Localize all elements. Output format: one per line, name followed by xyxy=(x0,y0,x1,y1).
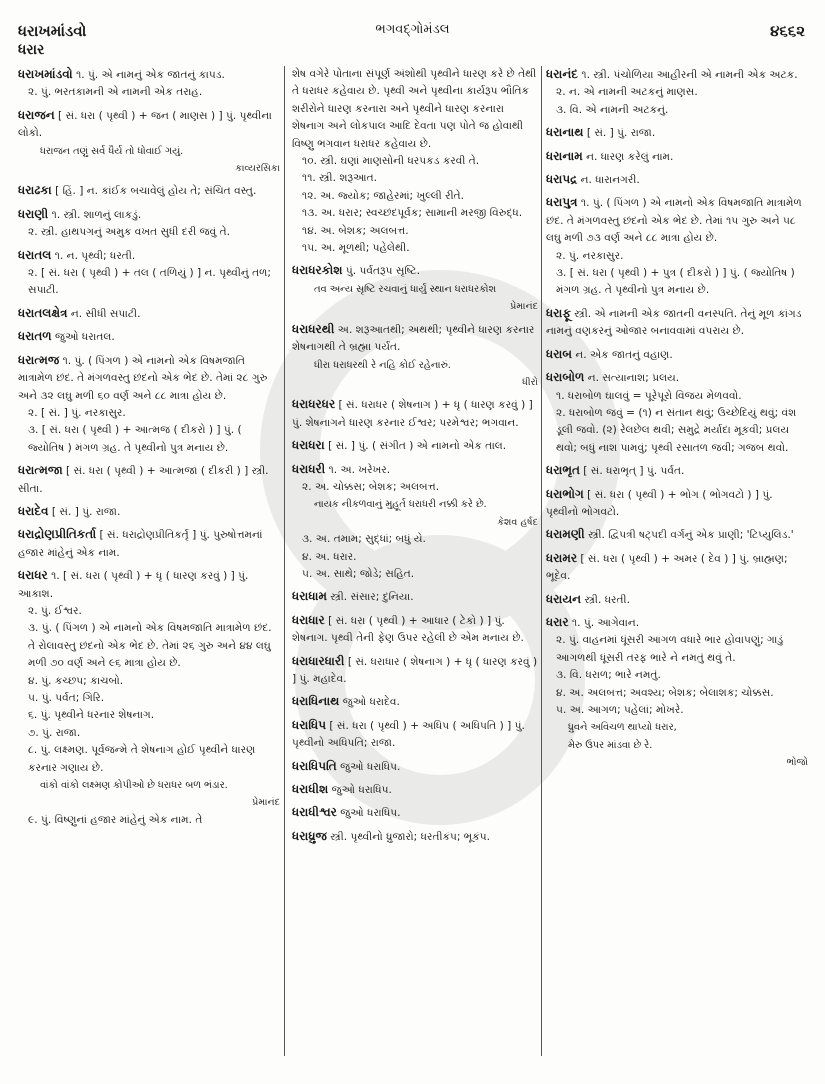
dictionary-entry xyxy=(18,107,280,178)
dictionary-entry xyxy=(546,346,808,364)
entry-definition: જુઓ ધરાધિપ. xyxy=(340,807,401,820)
entry-definition: ન. એક જાતનું વહાણ. xyxy=(575,348,673,361)
dictionary-entry xyxy=(292,804,538,822)
entry-definition: સ્ત્રી. ધરતી. xyxy=(584,593,630,606)
entry-first-line xyxy=(292,612,538,648)
entry-headword: ધરાનાથ xyxy=(546,125,584,140)
entry-headword: ધરાતલ xyxy=(18,247,52,262)
entry-definition: ૧. સ્ત્રી. પંચોળિયા આહીરની એ નામની એક અટક. xyxy=(581,69,798,81)
quotation-source: પ્રેમાનંદ xyxy=(510,301,538,313)
dictionary-entry xyxy=(292,437,538,455)
entry-first-line xyxy=(292,781,538,799)
entry-sense: ૨. પું. ભરતકામની એ નામની એક તરાહ. xyxy=(28,86,203,99)
entry-quotation: નાયક નીકળવાનું મુહૂર્ત ધરાધરી નક્કી કરે છે. xyxy=(314,499,487,511)
entry-first-line xyxy=(292,653,538,689)
entry-first-line xyxy=(546,148,808,166)
dictionary-entry xyxy=(546,462,808,480)
entry-headword: ધરાનામ xyxy=(546,148,583,163)
dictionary-entry xyxy=(18,503,280,521)
entry-definition: [ સં. ધરાધાર ( શેષનાગ ) + ધૃ ( ધારણ કરવું ) ] પું. મહાદેવ. xyxy=(292,655,538,685)
entry-first-line xyxy=(292,758,538,776)
entry-headword: ધરાનંદ xyxy=(546,67,578,81)
entry-quotation: તવ અન્ય સૃષ્ટિ રચવાનું ધાર્યું સ્થાન ધરાધરકોશ xyxy=(314,283,497,295)
entry-headword: ધરાધીશ્વર xyxy=(292,805,337,820)
guide-word-left: ધરાખમાંડવો xyxy=(18,22,87,40)
entry-definition: [ સં. ધરાદ્રોણપ્રીતિકર્તૃ ] પું. પુરુષોત્તમનાં હજાર માંહેનું એક નામ. xyxy=(18,529,263,559)
dictionary-entry xyxy=(546,614,808,772)
dictionary-entry xyxy=(292,758,538,776)
entry-sense: ૧૫. અ. મૂળથી; પહેલેથી. xyxy=(302,242,410,255)
entry-definition: જુઓ ધરાધિપ. xyxy=(340,760,401,773)
entry-first-line xyxy=(18,567,280,603)
entry-first-line xyxy=(546,305,808,341)
entry-headword: ધરાદેવ xyxy=(18,503,49,518)
entry-headword: ધરાતલક્ષેત્ર xyxy=(18,305,68,320)
entry-headword: ધરાધાર xyxy=(292,612,325,627)
entry-definition: જુઓ ધરાધિપ. xyxy=(331,784,392,797)
entry-quotation: વાંકો વાંકો લક્ષ્મણ કોપીઓ છે ધરાધર બળ ભંડાર. xyxy=(40,780,228,792)
entry-sense: ૧૦. સ્ત્રી. ઘણાં માણસોની ધરપકડ કરવી તે. xyxy=(302,155,480,168)
entry-headword: ધરાધારધારી xyxy=(292,653,345,668)
entry-definition: ૧. પું. આગેવાન. xyxy=(571,616,640,629)
page-number: ૪૬૬૨ xyxy=(770,22,805,40)
entry-sense: ૨. અ. ચોક્કસ; બેશક; અલબત્ત. xyxy=(302,480,440,493)
entry-sense: ૪. અ. ધરાર. xyxy=(302,550,357,563)
entry-definition: [ સં. ] પું. રાજા. xyxy=(51,505,121,518)
entry-first-line xyxy=(292,693,538,711)
dictionary-entry xyxy=(546,124,808,142)
entry-sense: ૧૧. સ્ત્રી. શરૂઆત. xyxy=(302,172,377,185)
entry-sense: ૧૨. અ. જ્યોક; જાહેરમાં; ખુલ્લી રીતે. xyxy=(302,189,465,202)
dictionary-entry xyxy=(546,148,808,166)
entry-headword: ધરાભોગ xyxy=(546,486,584,501)
page-header xyxy=(0,22,825,48)
entry-sense: ૧૩. અ. ધરાર; સ્વચ્છંદપૂર્વક; સામાની મરજી વિરુદ્ધ. xyxy=(302,207,523,220)
entry-first-line xyxy=(18,66,280,84)
entry-definition: ૧. પું. એ નામનું એક જાતનું કાપડ. xyxy=(76,69,225,81)
entry-headword: ધરાબ xyxy=(546,346,572,361)
entry-first-line xyxy=(546,124,808,142)
entry-first-line xyxy=(546,66,808,84)
dictionary-entry xyxy=(546,550,808,586)
entry-first-line xyxy=(18,526,280,562)
entry-definition: [ સં. ધરાધર ( શેષનાગ ) + ધૃ ( ધારણ કરવું ) ] પું. શેષનાગને ધારણ કરનાર ઈશ્વર; પરમેશ્વર; ભગવાન. xyxy=(292,399,533,429)
entry-headword: ધરાત્મજ xyxy=(18,352,60,367)
entry-headword: ધરાપદ્ર xyxy=(546,172,578,187)
entry-sense: ૩. અ. તમામ; સુદ્ધાં; બધું યે. xyxy=(302,533,426,546)
entry-first-line xyxy=(546,194,808,247)
entry-headword: ધરામણી xyxy=(546,527,585,542)
entry-sense: ૫. પું. પર્વત; ગિરિ. xyxy=(28,692,105,704)
entry-definition: ન. ધારાનગરી. xyxy=(580,174,640,187)
entry-definition: ૧. સ્ત્રી. શાળનું લાકડું. xyxy=(51,208,142,221)
entry-headword: ધરાત્મજા xyxy=(18,463,63,478)
entry-headword: ધરાતળ xyxy=(18,329,52,344)
dictionary-entry xyxy=(292,653,538,689)
quotation-source: કાવ્યરસિકા xyxy=(235,163,280,175)
entry-definition: શેષ વગેરે પોતાના સંપૂર્ણ અંશોથી પૃથ્વીને ધારણ કરે છે તેથી તે ધરાધર કહેવાય છે. પૃથ્વી અને પૃથ્વીના કાર્યરૂપ ભૌતિક શરીરોને ધારણ કરનારા અને પૃથ્વીને ધારણ કરનારા શેષનાગ અને લોકપાલ આદિ દેવતા પણ પોતે જ હોવાથી વિષ્ણુ ભગવાન ધરાધર કહેવાય છે. xyxy=(292,68,537,150)
entry-definition: સ્ત્રી. દ્વિપત્રી ષટ્પદી વર્ગનું એક પ્રાણી; 'ટિપ્યુલિડ.' xyxy=(588,529,794,542)
entry-sense: ૩. વિ. ધરાળ; ભારે નમતું. xyxy=(556,669,661,682)
dictionary-entry xyxy=(292,461,538,584)
entry-headword: ધરાપુત્ર xyxy=(546,195,578,210)
entry-headword: ધરાધરધર xyxy=(292,397,336,412)
entry-definition: [ સં. ધરા ( પૃથ્વી ) + અમર ( દેવ ) ] પું. બ્રાહ્મણ; ભૂદેવ. xyxy=(546,552,788,583)
entry-first-line xyxy=(546,346,808,364)
entry-sense: ૩. [ સં. ધરા ( પૃથ્વી ) + આત્મજ ( દીકરો ) ] પું. ( જ્યોતિષ ) મંગળ ગ્રહ. તે પૃથ્વીનો પુત્ર મનાય છે. xyxy=(28,424,242,454)
entry-first-line xyxy=(18,206,280,224)
column-divider xyxy=(284,66,285,1056)
entry-sense: ૫. અ. આગળ; પહેલાં; મોખરે. xyxy=(556,704,684,716)
dictionary-entry xyxy=(546,66,808,119)
entry-sense: ૩. પું. ( પિંગળ ) એ નામનો એક વિષમજાતિ માત્રામેળ છંદ. તે રોલાવસ્તુ છંદનો એક ભેદ છે. તેમાં ૨૬ ગુરુ અને ૪૪ લઘુ મળી ૭૦ વર્ણ અને ૯૬ માત્રા હોય છે. xyxy=(28,622,272,670)
entry-first-line xyxy=(292,262,538,280)
entry-headword: ધરાધિપ xyxy=(292,717,327,732)
entry-definition: ૧. [ સં. ધરા ( પૃથ્વી ) + ધૃ ( ધારણ કરવું ) ] પું. આકાશ. xyxy=(18,570,249,600)
entry-headword: ધરાધરા xyxy=(292,438,325,453)
dictionary-entry xyxy=(546,486,808,522)
dictionary-entry xyxy=(18,305,280,323)
entry-quotation: ધરાજન તણું સર્વ ધૈર્ય તો ધોવાઈ ગયું. xyxy=(40,145,184,157)
entry-headword: ધરાધ્રુજ xyxy=(292,828,327,843)
entry-definition: [ સં. ધરા ( પૃથ્વી ) + આત્મજા ( દીકરી ) ] સ્ત્રી. સીતા. xyxy=(18,465,269,495)
entry-sense: ૪. અ. અલબત્ત; અવશ્ય; બેશક; બેલાશક; ચોક્કસ. xyxy=(556,686,774,699)
entry-sense: ૩. [ સં. ધરા ( પૃથ્વી ) + પુત્ર ( દીકરો ) ] પું. ( જ્યોતિષ ) મંગળ ગ્રહ. તે પૃથ્વીનો પુત્ર મનાય છે. xyxy=(556,267,795,297)
entry-sense: ૨. ધરાબોળ જવું = (૧) ન સંતાન થવું; ઉચ્છેદિયું થવું; વંશ ડૂલી જવો. (૨) રેલછેલ થવી; સમુદ્રે મર્યાદા મૂકવી; પ્રલય થવો; બધું નાશ પામવું; પૃથ્વી રસાતળ જવી; ગજબ થવો. xyxy=(556,406,797,454)
dictionary-entry xyxy=(18,462,280,498)
entry-sense: ૨. [ સં. ] પું. નરકાસુર. xyxy=(28,406,126,419)
entry-sense: ૮. પું. લક્ષ્મણ. પૂર્વજન્મે તે શેષનાગ હોઈ પૃથ્વીને ધારણ કરનાર ગણાય છે. xyxy=(28,744,256,774)
dictionary-entry xyxy=(546,194,808,299)
entry-sense: ૧. ધરાબોળ ઘાલવું = પૂરેપૂરો વિજય મેળવવો. xyxy=(556,389,742,402)
entry-definition: [ સં. ] પું. ( સંગીત ) એ નામનો એક તાલ. xyxy=(328,440,507,453)
entry-definition: [ સં. ] પું. રાજા. xyxy=(586,127,656,140)
dictionary-entry xyxy=(292,612,538,648)
entry-quotation: મેરુ ઉપર માંડવા છે રે. xyxy=(568,739,653,751)
entry-definition: [ સં. ધરાભૃત્ ] પું. પર્વત. xyxy=(583,465,685,478)
entry-definition: [ હિં. ] ન. કાંઈક બચાવેલું હોય તે; સંચિત વસ્તુ. xyxy=(55,185,257,198)
entry-first-line xyxy=(546,171,808,189)
entry-definition: અ. શરૂઆતથી; અથથી; પૃથ્વીને ધારણ કરનાર શેષનાગથી તે બ્રહ્મા પર્યંત. xyxy=(292,323,535,354)
entry-first-line xyxy=(546,526,808,544)
dictionary-entry xyxy=(18,526,280,562)
entry-headword: ધરાબોળ xyxy=(546,370,585,385)
entry-first-line xyxy=(292,804,538,822)
entry-first-line xyxy=(18,352,280,405)
entry-sense: ૪. પું. કચ્છપ; કાચબો. xyxy=(28,674,124,687)
entry-headword: ધરાધર xyxy=(18,568,48,583)
dictionary-entry xyxy=(546,305,808,341)
entry-headword: ધરાધિપતિ xyxy=(292,758,337,773)
entry-first-line xyxy=(292,321,538,357)
entry-first-line xyxy=(546,486,808,522)
quotation-source: પ્રેમાનંદ xyxy=(252,797,280,809)
dictionary-entry xyxy=(18,66,280,102)
entry-definition: [ સં. ધરા ( પૃથ્વી ) + અધિપ ( અધિપતિ ) ] પું. પૃથ્વીનો અધિપતિ; રાજા. xyxy=(292,719,525,750)
entry-first-line xyxy=(292,396,538,432)
entry-headword: ધરાજન xyxy=(18,107,55,122)
dictionary-entry xyxy=(546,171,808,189)
book-title: ભગવદ્ગોમંડલ xyxy=(375,22,450,37)
entry-headword: ધરાધરથી xyxy=(292,321,335,336)
entry-sense: ૨. [ સં. ધરા ( પૃથ્વી ) + તલ ( તળિયું ) ] ન. પૃથ્વીનું તળ; સપાટી. xyxy=(28,267,271,297)
dictionary-entry xyxy=(18,206,280,242)
entry-headword: ધરાખમાંડવો xyxy=(18,67,73,81)
dictionary-entry xyxy=(292,262,538,315)
entry-quotation: ધીરા ધરાધરથી રે નહિ કોઈ રહેનારું. xyxy=(314,359,451,371)
dictionary-entry xyxy=(546,526,808,544)
dictionary-entry xyxy=(18,352,280,457)
entry-definition: જુઓ ધરાદેવ. xyxy=(342,696,400,709)
dictionary-entry xyxy=(292,717,538,753)
entry-headword: ધરાણી xyxy=(18,206,49,221)
dictionary-entry xyxy=(292,588,538,606)
entry-definition: [ સં. ધરા ( પૃથ્વી ) + આધાર ( ટેકો ) ] પું. શેષનાગ. પૃથ્વી તેની ફેણ ઉપર રહેલી છે એમ મનાય છે. xyxy=(292,614,524,645)
entry-first-line xyxy=(18,305,280,323)
entry-headword: ધરાફૂ xyxy=(546,305,571,320)
dictionary-entry xyxy=(292,693,538,711)
column-divider xyxy=(541,66,542,1056)
entry-first-line xyxy=(18,328,280,346)
entry-first-line xyxy=(546,369,808,387)
dictionary-entry xyxy=(292,781,538,799)
entry-headword: ધરાધામ xyxy=(292,589,327,604)
entry-sense: ૨. ન. એ નામની અટકનું માણસ. xyxy=(556,86,698,99)
dictionary-entry xyxy=(18,182,280,200)
entry-definition: ન. સત્યાનાશ; પ્રલય. xyxy=(587,372,680,385)
entry-definition: સ્ત્રી. સંસાર; દુનિયા. xyxy=(330,591,414,604)
entry-sense: ૨. પું. ઈશ્વર. xyxy=(28,604,82,617)
entry-definition: જુઓ ધરાતલ. xyxy=(55,331,115,344)
entry-headword: ધરાદ્રોણપ્રીતિકર્તા xyxy=(18,527,97,542)
entry-first-line xyxy=(292,717,538,753)
dictionary-entry xyxy=(292,396,538,432)
dictionary-entry xyxy=(546,591,808,609)
quotation-source: ધીરો xyxy=(522,376,538,388)
dictionary-entry xyxy=(18,328,280,346)
entry-headword: ધરાધરી xyxy=(292,461,326,476)
entry-first-line xyxy=(546,462,808,480)
entry-first-line xyxy=(18,462,280,498)
entry-definition: [ સં. ધરા ( પૃથ્વી ) + જન ( માણસ ) ] પું. પૃથ્વીના લોકો. xyxy=(18,109,272,140)
entry-sense: ૬. પું. પૃથ્વીને ધરનાર શેષનાગ. xyxy=(28,709,155,722)
entry-definition: [ સં. ધરા ( પૃથ્વી ) + ભોગ ( ભોગવટો ) ] પું. પૃથ્વીનો ભોગવટો. xyxy=(546,488,773,518)
entry-first-line xyxy=(292,66,538,153)
entry-first-line xyxy=(18,182,280,200)
entry-definition: ૧. અ. ખરેખર. xyxy=(328,463,391,476)
entry-definition: ન. ધારણ કરેલું નામ. xyxy=(586,150,674,163)
entry-sense: ૨. પું. નરકાસુર. xyxy=(556,249,624,262)
entry-definition: સ્ત્રી. પૃથ્વીનો ધ્રુજારો; ધરતીકંપ; ભૂકંપ. xyxy=(330,830,490,843)
dictionary-entry xyxy=(292,828,538,846)
entry-definition: ૧. પું. ( પિંગળ ) એ નામનો એક વિષમજાતિ માત્રામેળ છંદ. તે મંગળવસ્તુ છંદનો એક ભેદ છે. તેમાં ૨૮ ગુરુ અને ૩૨ લઘુ મળી ૬૦ વર્ણ અને ૮૮ માત્રા હોય છે. xyxy=(18,354,268,402)
entry-sense: ૯. પું. વિષ્ણુનાં હજાર માંહેનું એક નામ. તે xyxy=(28,813,203,826)
entry-quotation: ધ્રુવને અવિચળ થાપ્યો ધરાર, xyxy=(568,722,677,734)
column-2 xyxy=(292,66,538,851)
entry-sense: ૭. પું. રાજા. xyxy=(28,726,81,739)
dictionary-entry xyxy=(292,321,538,392)
entry-first-line xyxy=(18,247,280,265)
entry-first-line xyxy=(292,588,538,606)
entry-sense: ૫. અ. સાથે; જોડે; સહિત. xyxy=(302,567,415,580)
entry-sense: ૨. સ્ત્રી. હાથપગનું અમુક વખત સુધી દરી જવું તે. xyxy=(28,226,230,239)
dictionary-entry xyxy=(18,247,280,300)
entry-first-line xyxy=(292,437,538,455)
entry-definition: સ્ત્રી. એ નામની એક જાતની વનસ્પતિ. તેનું મૂળ કાંગડ નામનું વણકરનું ઓજાર બનાવવામાં વપરાય છે. xyxy=(546,307,802,338)
entry-headword: ધરાભૃત xyxy=(546,463,580,478)
quotation-source: કેશવ હર્ષદ xyxy=(497,516,538,528)
quotation-source: ભોજો xyxy=(786,757,808,769)
entry-headword: ધરાધિનાથ xyxy=(292,694,340,709)
entry-first-line xyxy=(18,503,280,521)
guide-word-second: ધરાર xyxy=(18,42,45,58)
entry-headword: ધરાધીશ xyxy=(292,782,329,797)
entry-first-line xyxy=(292,828,538,846)
column-1 xyxy=(18,66,280,834)
entry-first-line xyxy=(292,461,538,479)
entry-headword: ધરાર xyxy=(546,614,569,629)
entry-sense: ૩. વિ. એ નામની અટકનું. xyxy=(556,103,669,116)
entry-headword: ધરામર xyxy=(546,550,578,565)
entry-first-line xyxy=(546,591,808,609)
entry-definition: ૧. ન. પૃથ્વી; ધરતી. xyxy=(54,249,136,262)
entry-headword: ધરાઢકા xyxy=(18,183,52,198)
entry-first-line xyxy=(546,614,808,632)
entry-definition: ૧. પું. ( પિંગળ ) એ નામનો એક વિષમજાતિ માત્રામેળ છંદ. તે મંગળવસ્તુ છંદનો એક ભેદ છે. તેમાં ૧૫ ગુરુ અને ૫૮ લઘુ મળી ૭૩ વર્ણ અને ૮૮ માત્રા હોય છે. xyxy=(546,197,802,245)
dictionary-entry xyxy=(292,66,538,257)
dictionary-entry xyxy=(18,567,280,829)
entry-headword: ધરાયન xyxy=(546,591,582,606)
entry-sense: ૧૪. અ. બેશક; અલબત્ત. xyxy=(302,224,409,237)
entry-headword: ધરાધરકોશ xyxy=(292,263,343,278)
entry-definition: પું. પર્વતરૂપ સૃષ્ટિ. xyxy=(345,265,420,278)
dictionary-entry xyxy=(546,369,808,457)
entry-sense: ૨. પું. વાહનમાં ધૂંસરી આગળ વધારે ભાર હોવાપણું; ગાડું આગળથી ધૂંસરી તરફ ભારે ને નમતું થવું તે. xyxy=(556,634,784,664)
column-3 xyxy=(546,66,808,777)
entry-definition: ન. સીધી સપાટી. xyxy=(70,307,141,320)
entry-first-line xyxy=(546,550,808,586)
entry-first-line xyxy=(18,107,280,143)
